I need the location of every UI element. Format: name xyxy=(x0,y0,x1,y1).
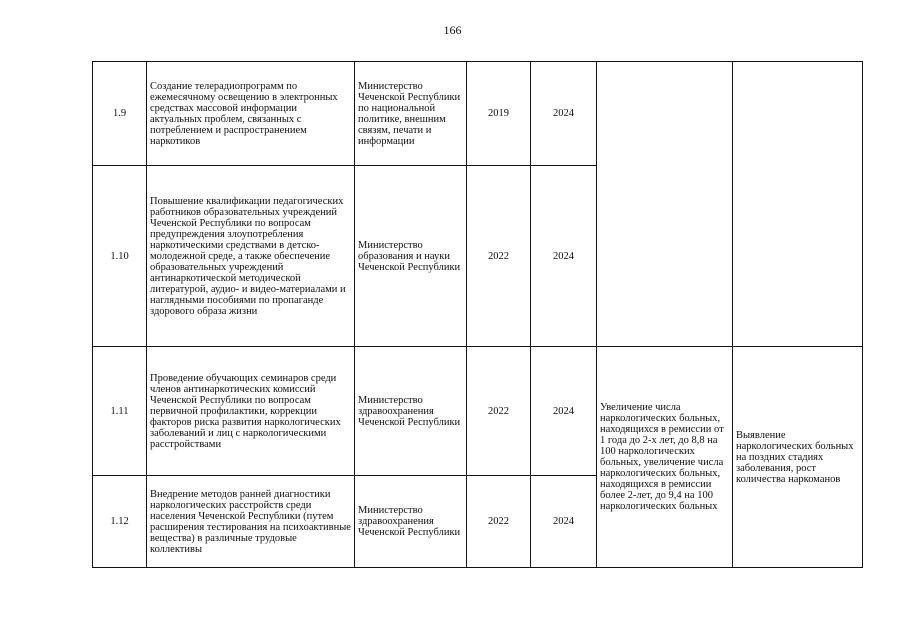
measure-text: Внедрение методов ранней диагностики наркологических расстройств среди населения Чеченской Республики (путем расширения тестирования на психоактивные вещества) в различные трудовые коллективы xyxy=(147,476,355,568)
indicator-text: Увеличение числа наркологических больных, находящихся в ремиссии от 1 года до 2-х лет, до 8,8 на 100 наркологических больных, увеличение числа наркологических больных, находящихся в ремиссии более 2-лет, до 9,4 на 100 наркологических больных xyxy=(597,347,733,568)
consequence-text: Выявление наркологических больных на поздних стадиях заболевания, рост количества наркоманов xyxy=(733,347,863,568)
end-year: 2024 xyxy=(531,166,597,347)
row-number: 1.11 xyxy=(93,347,147,476)
consequence-empty-cell xyxy=(733,62,863,347)
measure-text: Повышение квалификации педагогических работников образовательных учреждений Чеченской Республики по вопросам предупреждения злоупотребления наркотическими средствами в детско-молодежной среде, а также обеспечение образовательных учреждений антинаркотической методической литературой, аудио- и видео-материалами и наглядными пособиями по пропаганде здорового образа жизни xyxy=(147,166,355,347)
row-number: 1.9 xyxy=(93,62,147,166)
start-year: 2022 xyxy=(467,347,531,476)
executor-text: Министерство Чеченской Республики по национальной политике, внешним связям, печати и информации xyxy=(355,62,467,166)
end-year: 2024 xyxy=(531,476,597,568)
table-row xyxy=(93,62,863,166)
executor-text: Министерство образования и науки Чеченской Республики xyxy=(355,166,467,347)
page-number: 166 xyxy=(443,23,462,37)
end-year: 2024 xyxy=(531,347,597,476)
table-row xyxy=(93,347,863,476)
start-year: 2019 xyxy=(467,62,531,166)
measure-text: Проведение обучающих семинаров среди членов антинаркотических комиссий Чеченской Республики по вопросам первичной профилактики, коррекции факторов риска развития наркологических заболеваний и лиц с наркологическими расстройствами xyxy=(147,347,355,476)
indicator-empty-cell xyxy=(597,62,733,347)
end-year: 2024 xyxy=(531,62,597,166)
start-year: 2022 xyxy=(467,476,531,568)
measure-text: Создание телерадиопрограмм по ежемесячному освещению в электронных средствах массовой информации актуальных проблем, связанных с потреблением и распространением наркотиков xyxy=(147,62,355,166)
start-year: 2022 xyxy=(467,166,531,347)
executor-text: Министерство здравоохранения Чеченской Республики xyxy=(355,347,467,476)
executor-text: Министерство здравоохранения Чеченской Республики xyxy=(355,476,467,568)
measures-table xyxy=(92,61,863,568)
row-number: 1.12 xyxy=(93,476,147,568)
row-number: 1.10 xyxy=(93,166,147,347)
